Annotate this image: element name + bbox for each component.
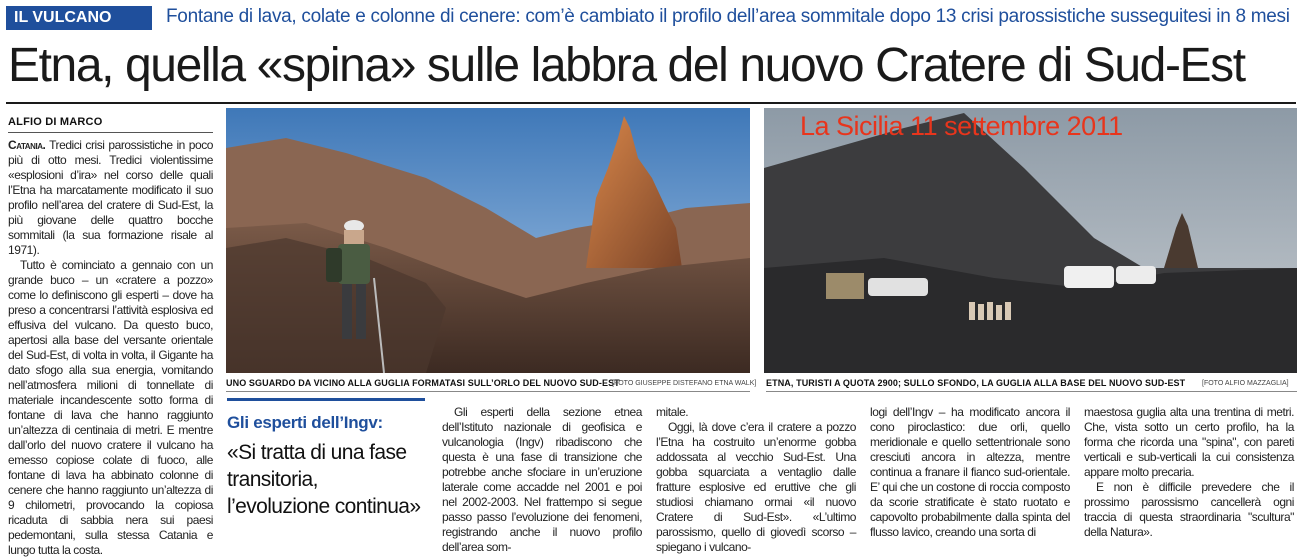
photo2-caption-rule <box>766 391 1297 392</box>
author-byline: ALFIO DI MARCO <box>8 116 103 128</box>
article-column-5 <box>1084 405 1294 540</box>
pull-quote-box <box>227 398 425 541</box>
photo1-credit: [FOTO GIUSEPPE DISTEFANO ETNA WALK] <box>612 380 757 387</box>
paragraph: logi dell’Ingv – ha modificato ancora il cono piroclastico: due orli, quello meridionale e quello settentrionale sono cresciuti ancora in altezza, mentre continua a franare il fianco sud-orientale. E’ qui che un costone di roccia composto da scorie stratificate è stato ruotato e capovolto probabilmente dalla spinta del flusso lavico, creando una sorta di <box>870 405 1070 539</box>
kicker: Fontane di lava, colate e colonne di cenere: com’è cambiato il profilo dell’area sommitale dopo 13 crisi parossistiche susseguitesi in 8 mesi <box>166 6 1290 27</box>
photo2-caption: ETNA, TURISTI A QUOTA 2900; SULLO SFONDO, LA GUGLIA ALLA BASE DEL NUOVO SUD-EST <box>766 378 1186 388</box>
paragraph: Tredici crisi parossistiche in poco più di otto mesi. Tredici violentissime «esplosioni d’ira» nel corso delle quali l’Etna ha marcatamente modificato il suo profilo nell’area del cratere di Sud-Est, la più giovane delle quattro bocche sommitali (la sua formazione risale al 1971). <box>8 138 213 257</box>
article-column-4 <box>870 405 1070 540</box>
paragraph: mitale. <box>656 405 689 419</box>
photo1-caption-rule <box>226 391 750 392</box>
dateline: Catania. <box>8 138 46 152</box>
photo1-caption: UNO SGUARDO DA VICINO ALLA GUGLIA FORMATASI SULL’ORLO DEL NUOVO SUD-EST <box>226 378 620 388</box>
section-tag: IL VULCANO <box>6 6 152 30</box>
article-column-3 <box>656 405 856 554</box>
paragraph: Tutto è cominciato a gennaio con un grande buco – un «cratere a pozzo» come lo definiscono gli esperti – dove ha preso a concentrarsi l’attività esplosiva ed effusiva del vulcano. Da questo buco, apertosi alla base del versante orientale del Sud-Est, di volta in volta, il Gigante ha dato sfogo alla sua energia, vomitando nell’atmosfera milioni di tonnellate di materiale incandescente sotto forma di fontane di lava che hanno raggiunto un’altezza di centinaia di metri. E mentre dall’orlo del nuovo cratere il vulcano ha emesso copiose colate di fuoco, alle fontane di lava ha abbinato colonne di cenere che hanno raggiunto un’altezza di 9 chilometri, provocando la copiosa ricaduta di sabbia nera sui paesi pedemontani, sulla stessa Catania e lungo tutta la costa. <box>8 258 213 557</box>
article-column-1 <box>8 138 213 557</box>
photo2-credit: [FOTO ALFIO MAZZAGLIA] <box>1202 380 1289 387</box>
pull-quote-title: Gli esperti dell’Ingv: <box>227 413 383 432</box>
headline-rule <box>6 102 1296 104</box>
article-column-2 <box>442 405 642 554</box>
author-rule <box>8 132 213 133</box>
photo-crater-spire-hiker <box>226 108 750 373</box>
paragraph: Gli esperti della sezione etnea dell’Istituto nazionale di geofisica e vulcanologia (Ingv) ribadiscono che questa è una fase di transizione che potrebbe anche sfociare in un’eruzione laterale come accadde nel 2001 e poi nel 2002-2003. Nel frattempo si segue passo passo l’evoluzione dei fenomeni, registrando anche il nuovo profilo dell’area som- <box>442 405 642 554</box>
headline: Etna, quella «spina» sulle labbra del nuovo Cratere di Sud-Est <box>8 39 1245 92</box>
paragraph: Oggi, là dove c’era il cratere a pozzo l’Etna ha costruito un’enorme gobba addossata al vecchio Sud-Est. Una gobba squarciata a ventaglio dalle fratture esplosive ed eruttive che gli studiosi chiamano ormai «il nuovo Cratere di Sud-Est». «L’ultimo parossismo, quello di giovedì scorso – spiegano i vulcano- <box>656 420 856 554</box>
watermark-date: La Sicilia 11 settembre 2011 <box>800 111 1123 141</box>
pull-quote-text: «Si tratta di una fase transitoria, l’evoluzione continua» <box>227 441 421 518</box>
photo-illustration <box>226 108 750 373</box>
paragraph: maestosa guglia alta una trentina di metri. Che, vista sotto un certo profilo, ha la forma che ricorda una "spina", con pareti verticali e sub-verticali la cui consistenza appare molto precaria. <box>1084 405 1294 479</box>
paragraph: E non è difficile prevedere che il prossimo parossismo cancellerà ogni traccia di questa straordinaria "scultura" della Natura». <box>1084 480 1294 539</box>
photo-illustration <box>764 108 1297 373</box>
photo-tourists-spire <box>764 108 1297 373</box>
